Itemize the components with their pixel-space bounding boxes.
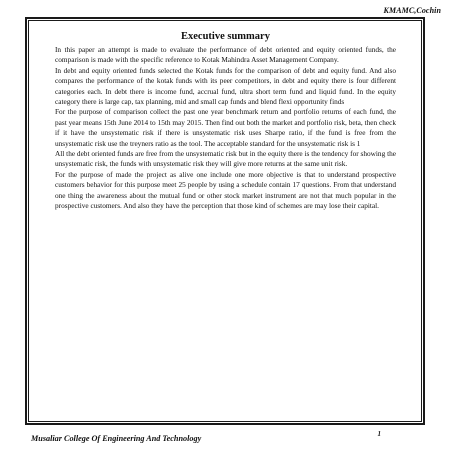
paragraph-intro: In this paper an attempt is made to evaluate the performance of debt oriented and equity oriented funds, the comparison is made with the specific reference to Kotak Mahindra Asset Management Company.	[55, 45, 396, 65]
paragraph-comparison-method: For the purpose of comparison collect the past one year benchmark return and portfolio returns of each fund, the past year means 15th June 2014 to 15th may 2015. Then find out both the market and portfolio risk, beta, then check if it have the unsystematic risk if there is unsystematic risk uses Sharpe ratio, if the fund is free from the unsystematic risk use the treyners ratio as the tool. The acceptable standard for the unsystematic risk is 1	[55, 107, 396, 148]
paragraph-findings: All the debt oriented funds are free from the unsystematic risk but in the equity there is the tendency for showing the unsystematic risk, the funds with unsystematic risk they will give more returns at the same unit risk.	[55, 149, 396, 169]
college-name-footer: Musaliar College Of Engineering And Technology	[31, 434, 202, 443]
paragraph-fund-selection: In debt and equity oriented funds selected the Kotak funds for the comparison of debt and equity fund. And also compares the performance of the kotak funds with its peer competitors, in debt and equity there is four different categories each. In debt there is income fund, accrual fund, ultra short term fund and liquid fund. In the equity category there is large cap, tax planning, mid and small cap funds and blend flexi opportunity finds	[55, 65, 396, 107]
document-content	[55, 30, 396, 212]
document-title: Executive summary	[181, 31, 270, 42]
page-number: 1	[377, 430, 381, 438]
institute-code-header: KMAMC,Cochin	[383, 6, 441, 15]
paragraph-customer-survey: For the purpose of made the project as alive one include one more objective is that to understand prospective customers behavior for this purpose meet 25 people by using a schedule contain 17 questions. From that understand one thing the awareness about the mutual fund or other stock market instrument are not that much popular in the prospective customers. And also they have the perception that those kind of schemes are may lose their capital.	[55, 169, 396, 211]
